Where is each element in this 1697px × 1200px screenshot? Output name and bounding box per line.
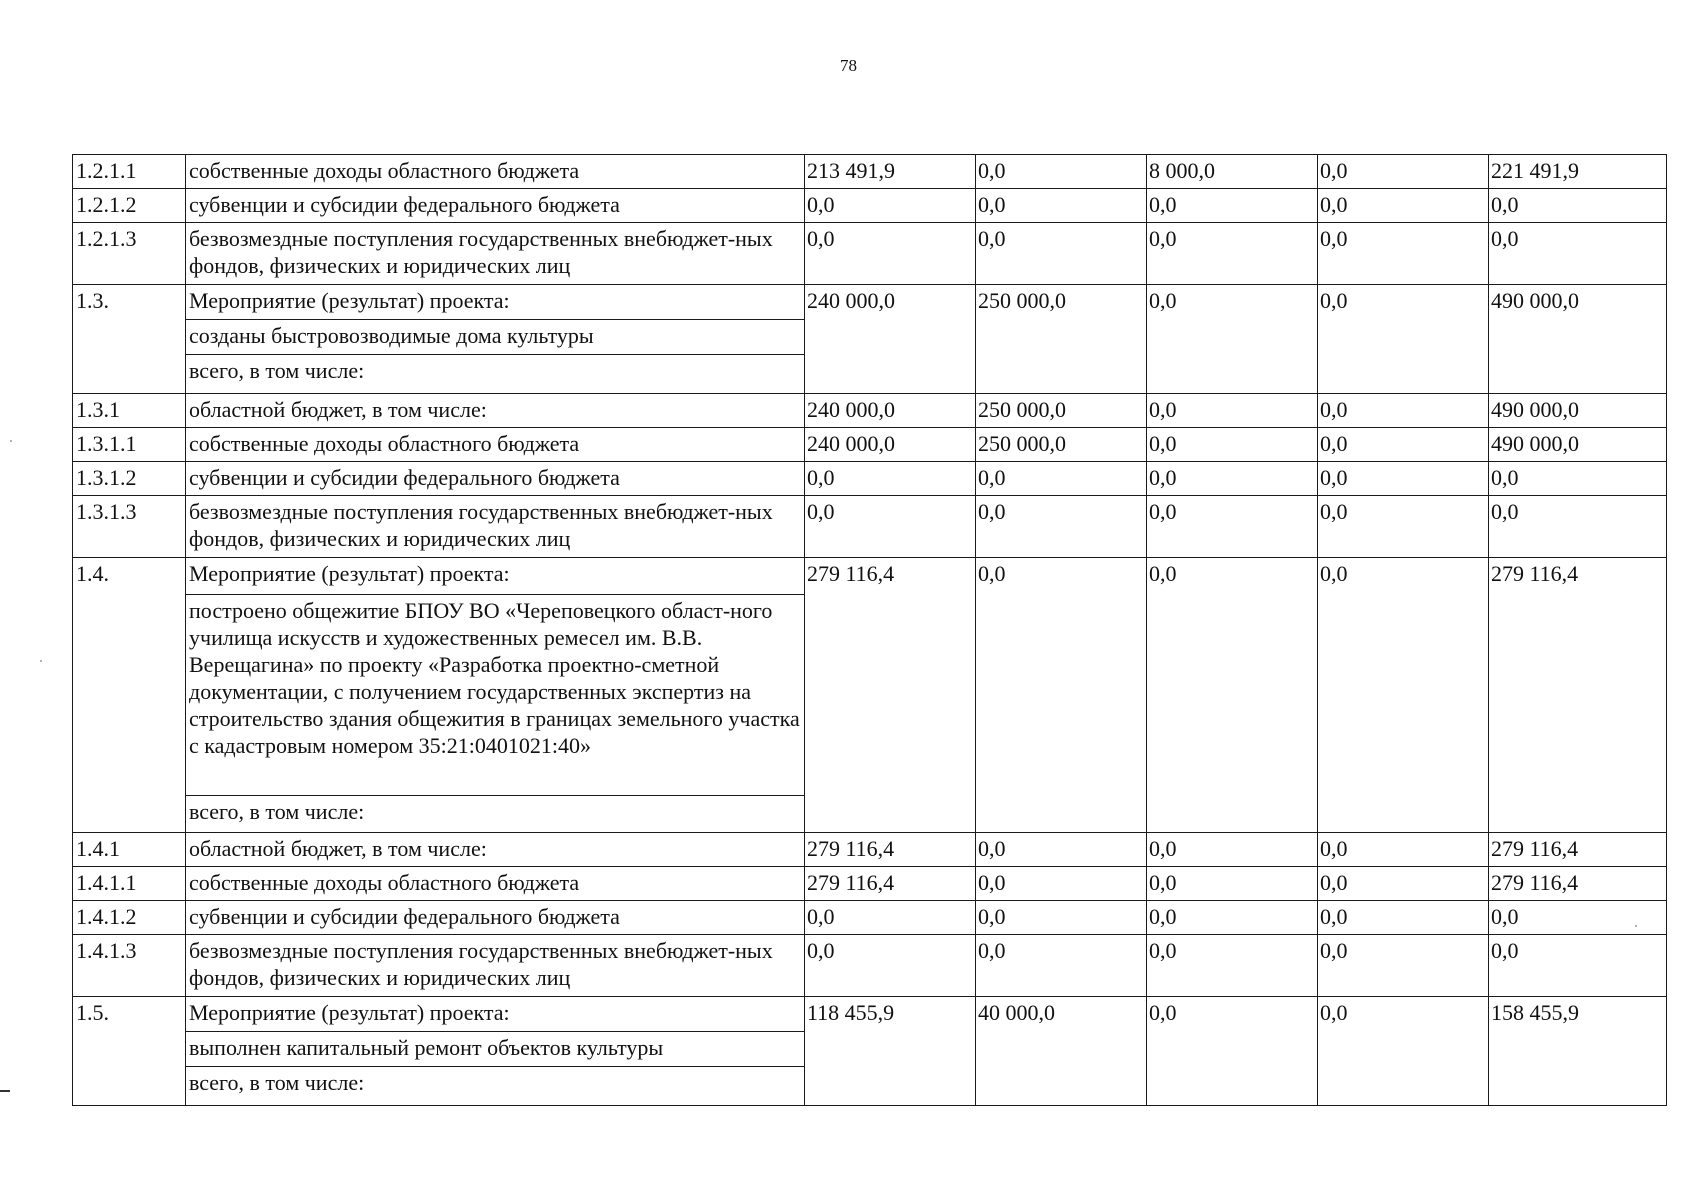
value-cell-5: 279 116,4 (1489, 833, 1667, 867)
total-label: всего, в том числе: (189, 358, 365, 383)
value-cell-5: 490 000,0 (1489, 285, 1667, 394)
row-code: 1.2.1.3 (73, 223, 186, 285)
row-code: 1.4.1 (73, 833, 186, 867)
row-code: 1.3.1 (73, 394, 186, 428)
value-cell-3: 0,0 (1147, 867, 1318, 901)
value-cell-4: 0,0 (1318, 462, 1489, 496)
row-code: 1.2.1.1 (73, 155, 186, 189)
measure-heading: Мероприятие (результат) проекта: (186, 997, 804, 1032)
row-name (186, 558, 805, 833)
table-row (73, 867, 1667, 901)
value-cell-5: 0,0 (1489, 189, 1667, 223)
row-name: субвенции и субсидии федерального бюджета (186, 901, 805, 935)
row-name (186, 285, 805, 394)
table-row (73, 155, 1667, 189)
table-row (73, 558, 1667, 833)
table-row (73, 496, 1667, 558)
value-cell-4: 0,0 (1318, 833, 1489, 867)
value-cell-1: 0,0 (805, 223, 976, 285)
value-cell-2: 250 000,0 (976, 394, 1147, 428)
value-cell-2: 0,0 (976, 867, 1147, 901)
row-code: 1.4. (73, 558, 186, 833)
measure-heading: Мероприятие (результат) проекта: (186, 285, 804, 320)
value-cell-1: 240 000,0 (805, 285, 976, 394)
table-row (73, 428, 1667, 462)
value-cell-3: 0,0 (1147, 223, 1318, 285)
value-cell-4: 0,0 (1318, 428, 1489, 462)
table-row (73, 997, 1667, 1106)
table-row (73, 223, 1667, 285)
value-cell-1: 0,0 (805, 496, 976, 558)
value-cell-1: 279 116,4 (805, 558, 976, 833)
value-cell-5: 221 491,9 (1489, 155, 1667, 189)
value-cell-3: 0,0 (1147, 935, 1318, 997)
value-cell-5: 0,0 (1489, 462, 1667, 496)
value-cell-2: 250 000,0 (976, 428, 1147, 462)
value-cell-1: 240 000,0 (805, 394, 976, 428)
value-cell-1: 240 000,0 (805, 428, 976, 462)
table-row (73, 462, 1667, 496)
value-cell-1: 118 455,9 (805, 997, 976, 1106)
total-label: всего, в том числе: (189, 799, 365, 824)
value-cell-4: 0,0 (1318, 867, 1489, 901)
value-cell-1: 279 116,4 (805, 867, 976, 901)
value-cell-2: 0,0 (976, 462, 1147, 496)
value-cell-4: 0,0 (1318, 394, 1489, 428)
measure-description: выполнен капитальный ремонт объектов культуры (186, 1032, 804, 1067)
value-cell-2: 0,0 (976, 558, 1147, 833)
table-row (73, 189, 1667, 223)
row-name: безвозмездные поступления государственных внебюджет-ных фондов, физических и юридических лиц (186, 496, 805, 558)
row-code: 1.3.1.3 (73, 496, 186, 558)
value-cell-4: 0,0 (1318, 558, 1489, 833)
value-cell-2: 0,0 (976, 155, 1147, 189)
value-cell-3: 0,0 (1147, 997, 1318, 1106)
value-cell-5: 0,0 (1489, 496, 1667, 558)
value-cell-4: 0,0 (1318, 997, 1489, 1106)
value-cell-1: 0,0 (805, 901, 976, 935)
value-cell-3: 0,0 (1147, 462, 1318, 496)
value-cell-3: 0,0 (1147, 558, 1318, 833)
scan-speck (10, 440, 12, 442)
value-cell-4: 0,0 (1318, 901, 1489, 935)
row-name: собственные доходы областного бюджета (186, 867, 805, 901)
scan-speck (1635, 925, 1637, 927)
row-code: 1.4.1.2 (73, 901, 186, 935)
value-cell-3: 0,0 (1147, 428, 1318, 462)
value-cell-4: 0,0 (1318, 935, 1489, 997)
value-cell-5: 0,0 (1489, 223, 1667, 285)
value-cell-1: 213 491,9 (805, 155, 976, 189)
value-cell-5: 158 455,9 (1489, 997, 1667, 1106)
table-row (73, 935, 1667, 997)
row-code: 1.3.1.2 (73, 462, 186, 496)
table-row (73, 285, 1667, 394)
value-cell-3: 0,0 (1147, 394, 1318, 428)
value-cell-3: 0,0 (1147, 189, 1318, 223)
row-name: областной бюджет, в том числе: (186, 833, 805, 867)
measure-heading: Мероприятие (результат) проекта: (186, 558, 804, 595)
value-cell-5: 279 116,4 (1489, 867, 1667, 901)
page-number: 78 (840, 56, 857, 75)
row-name: собственные доходы областного бюджета (186, 155, 805, 189)
value-cell-3: 0,0 (1147, 496, 1318, 558)
value-cell-2: 0,0 (976, 496, 1147, 558)
value-cell-2: 0,0 (976, 189, 1147, 223)
value-cell-3: 0,0 (1147, 285, 1318, 394)
row-code: 1.5. (73, 997, 186, 1106)
value-cell-1: 279 116,4 (805, 833, 976, 867)
value-cell-4: 0,0 (1318, 285, 1489, 394)
value-cell-1: 0,0 (805, 935, 976, 997)
value-cell-1: 0,0 (805, 189, 976, 223)
value-cell-3: 0,0 (1147, 901, 1318, 935)
value-cell-4: 0,0 (1318, 223, 1489, 285)
measure-description: созданы быстровозводимые дома культуры (186, 320, 804, 355)
value-cell-2: 40 000,0 (976, 997, 1147, 1106)
value-cell-5: 279 116,4 (1489, 558, 1667, 833)
table-row (73, 833, 1667, 867)
value-cell-2: 0,0 (976, 935, 1147, 997)
row-name: субвенции и субсидии федерального бюджета (186, 462, 805, 496)
row-code: 1.4.1.1 (73, 867, 186, 901)
measure-description: построено общежитие БПОУ ВО «Череповецкого област-ного училища искусств и художественных ремесел им. В.В. Верещагина» по проекту «Разработка проектно-сметной документации, с получением государственных экспертиз на строительство здания общежития в границах земельного участка с кадастровым номером 35:21:0401021:40» (186, 595, 804, 796)
table-row (73, 901, 1667, 935)
value-cell-5: 0,0 (1489, 901, 1667, 935)
row-code: 1.4.1.3 (73, 935, 186, 997)
row-code: 1.2.1.2 (73, 189, 186, 223)
value-cell-3: 0,0 (1147, 833, 1318, 867)
total-label: всего, в том числе: (189, 1070, 365, 1095)
table-row (73, 394, 1667, 428)
row-code: 1.3.1.1 (73, 428, 186, 462)
value-cell-4: 0,0 (1318, 155, 1489, 189)
row-name: областной бюджет, в том числе: (186, 394, 805, 428)
value-cell-2: 0,0 (976, 223, 1147, 285)
row-name: безвозмездные поступления государственных внебюджет-ных фондов, физических и юридических лиц (186, 935, 805, 997)
value-cell-2: 0,0 (976, 833, 1147, 867)
value-cell-5: 490 000,0 (1489, 428, 1667, 462)
row-name: субвенции и субсидии федерального бюджета (186, 189, 805, 223)
value-cell-1: 0,0 (805, 462, 976, 496)
scan-speck (40, 660, 42, 662)
value-cell-4: 0,0 (1318, 496, 1489, 558)
value-cell-2: 0,0 (976, 901, 1147, 935)
row-code: 1.3. (73, 285, 186, 394)
value-cell-2: 250 000,0 (976, 285, 1147, 394)
value-cell-5: 0,0 (1489, 935, 1667, 997)
scan-margin-mark (0, 1090, 10, 1092)
row-name (186, 997, 805, 1106)
row-name: собственные доходы областного бюджета (186, 428, 805, 462)
value-cell-4: 0,0 (1318, 189, 1489, 223)
value-cell-3: 8 000,0 (1147, 155, 1318, 189)
value-cell-5: 490 000,0 (1489, 394, 1667, 428)
row-name: безвозмездные поступления государственных внебюджет-ных фондов, физических и юридических лиц (186, 223, 805, 285)
budget-table (72, 154, 1667, 1106)
